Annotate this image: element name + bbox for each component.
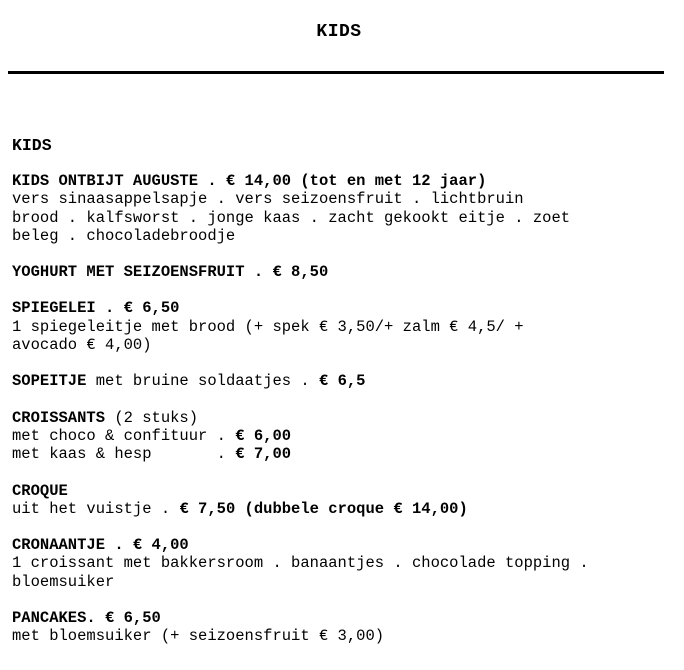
menu-items — [12, 172, 672, 646]
menu-text-bold: € 6,00 — [235, 426, 292, 445]
menu-item-description-line — [12, 318, 672, 336]
menu-item — [12, 536, 672, 591]
page-title: KIDS — [316, 22, 362, 42]
menu-item-title-line — [12, 263, 672, 281]
menu-text-bold: SPIEGELEI . € 6,50 — [12, 299, 180, 318]
menu-text-bold: SOPEITJE — [12, 372, 87, 391]
menu-text-bold: € 7,00 — [235, 445, 292, 464]
menu-item-title-line — [12, 372, 672, 390]
menu-item-description-line — [12, 209, 672, 227]
menu-item-description-line — [12, 227, 672, 245]
menu-item — [12, 482, 672, 519]
menu-text: brood . kalfsworst . jonge kaas . zacht gekookt eitje . zoet — [12, 208, 571, 227]
menu-text: 1 spiegeleitje met brood (+ spek € 3,50/+ zalm € 4,5/ + — [12, 317, 524, 336]
menu-item-title-line — [12, 299, 672, 317]
menu-item-description-line — [12, 190, 672, 208]
menu-text: met choco & confituur . — [12, 426, 236, 445]
menu-item — [12, 263, 672, 281]
menu-text-bold: KIDS ONTBIJT AUGUSTE . € 14,00 (tot en met 12 jaar) — [12, 172, 487, 190]
menu-text-bold: € 7,50 (dubbele croque € 14,00) — [179, 499, 468, 518]
menu-item-description-line — [12, 554, 672, 572]
menu-item-description-line — [12, 573, 672, 591]
menu-item-description-line — [12, 500, 672, 518]
menu-item-description-line — [12, 445, 672, 463]
menu-text: avocado € 4,00) — [12, 336, 152, 355]
header-divider — [8, 71, 664, 74]
menu-text-bold: PANCAKES. € 6,50 — [12, 609, 161, 628]
menu-text-bold: YOGHURT MET SEIZOENSFRUIT . € 8,50 — [12, 263, 329, 282]
menu-item — [12, 409, 672, 464]
menu-text: 1 croissant met bakkersroom . banaantjes . chocolade topping . — [12, 554, 589, 573]
menu-text: uit het vuistje . — [12, 499, 180, 518]
menu-item-description-line — [12, 627, 672, 645]
menu-item-title-line — [12, 172, 672, 190]
menu-text: met kaas & hesp . — [12, 445, 236, 464]
menu-item — [12, 299, 672, 354]
menu-text-bold: CRONAANTJE . € 4,00 — [12, 536, 189, 555]
menu-item-title-line — [12, 536, 672, 554]
section-heading: KIDS — [12, 136, 52, 155]
menu-text: (2 stuks) — [105, 408, 199, 427]
menu-item — [12, 609, 672, 646]
menu-text: met bruine soldaatjes . — [86, 372, 319, 391]
menu-text-bold: CROISSANTS — [12, 408, 106, 427]
menu-text: beleg . chocoladebroodje — [12, 226, 236, 245]
menu-content — [12, 137, 672, 664]
menu-item-description-line — [12, 427, 672, 445]
menu-item-title-line — [12, 609, 672, 627]
menu-text: bloemsuiker — [12, 572, 115, 591]
menu-item-title-line — [12, 482, 672, 500]
menu-text-bold: € 6,5 — [318, 372, 366, 391]
menu-text: vers sinaasappelsapje . vers seizoensfruit . lichtbruin — [12, 190, 524, 209]
menu-item — [12, 372, 672, 390]
menu-item-title-line — [12, 409, 672, 427]
menu-text: met bloemsuiker (+ seizoensfruit € 3,00) — [12, 627, 385, 646]
menu-item — [12, 172, 672, 245]
menu-text-bold: CROQUE — [12, 481, 68, 500]
menu-item-description-line — [12, 336, 672, 354]
